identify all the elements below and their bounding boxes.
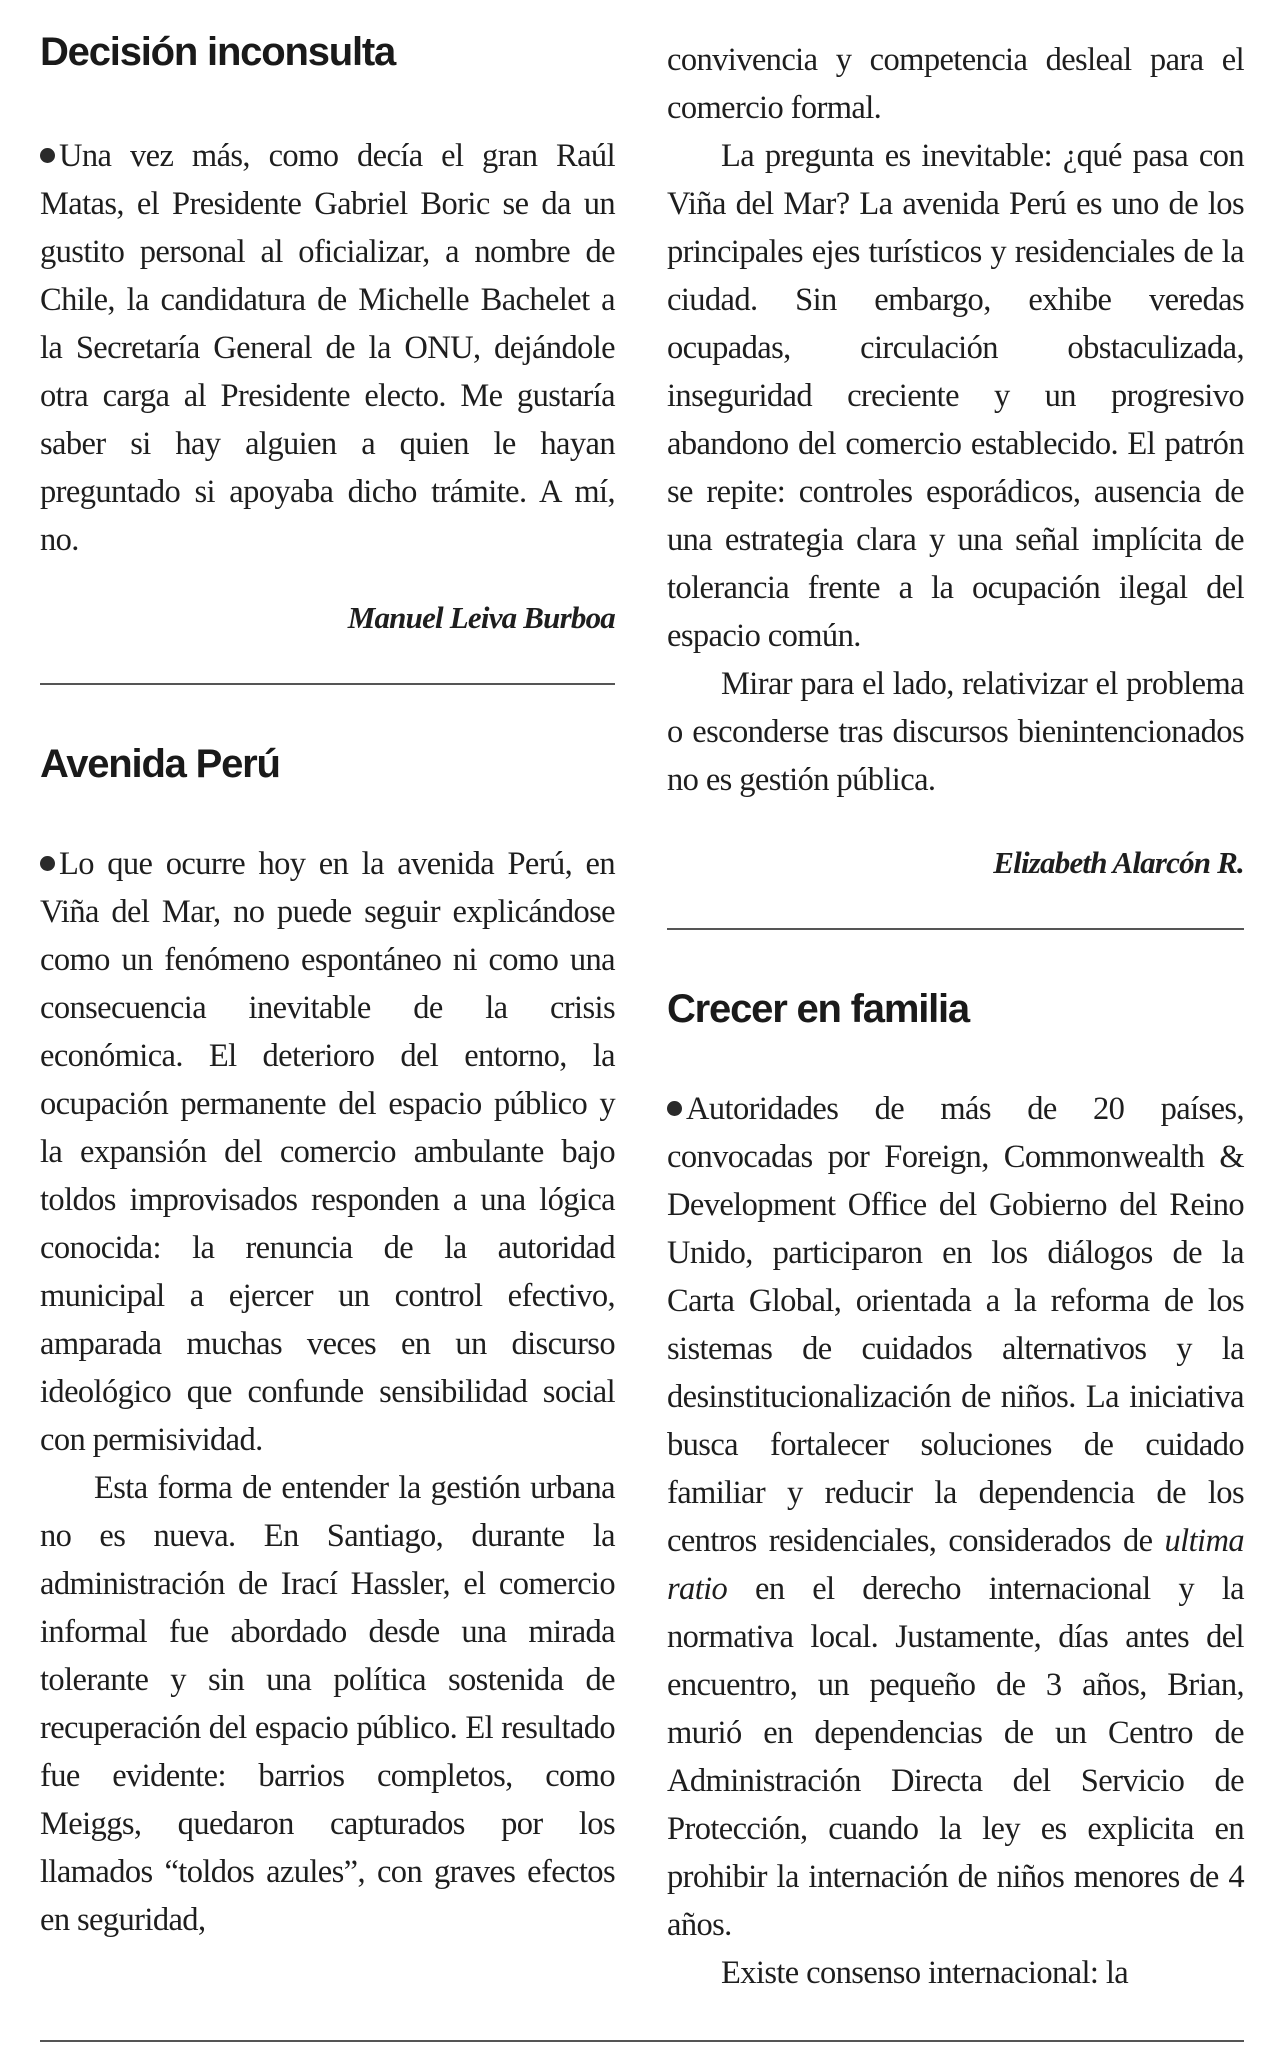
letter-body-avenida-peru-p4: La pregunta es inevitable: ¿qué pasa con Viña del Mar? La avenida Perú es uno de los principales ejes turísticos y residenciales de la ciudad. Sin embargo, exhibe veredas ocupadas, circulación obstaculizada, inseguridad creciente y un progresivo abandono del comercio establecido. El patrón se repite: controles esporádicos, ausencia de una estrategia clara y una señal implícita de tolerancia frente a la ocupación ilegal del espacio común. xyxy=(667,138,1244,654)
section-divider xyxy=(667,928,1244,930)
page-bottom-rule xyxy=(40,2040,1244,2042)
letter-body-avenida-peru-p2: Esta forma de entender la gestión urbana no es nueva. En Santiago, durante la administración de Irací Hassler, el comercio informal fue abordado desde una mirada tolerante y sin una política sostenida de recuperación del espacio público. El resultado fue evidente: barrios completos, como Meiggs, quedaron capturados por los llamados “toldos azules”, con graves efectos en seguridad, xyxy=(40,1470,615,1938)
letter-body-crecer-en-familia-p1: Autoridades de más de 20 países, convocadas por Foreign, Commonwealth & Development Office del Gobierno del Reino Unido, participaron en los diálogos de la Carta Global, orientada a la reforma de los sistemas de cuidados alternativos y la desinstitucionalización de niños. La iniciativa busca fortalecer soluciones de cuidado familiar y reducir la dependencia de los centros residenciales, considerados de ultima ratio en el derecho internacional y la normativa local. Justamente, días antes del encuentro, un pequeño de 3 años, Brian, murió en dependencias de un Centro de Administración Directa del Servicio de Protección, cuando la ley es explicita en prohibir la internación de niños menores de 4 años. xyxy=(667,1091,1244,1943)
letter-title-crecer-en-familia: Crecer en familia xyxy=(667,987,969,1031)
bullet-icon xyxy=(40,856,55,871)
letter-body-avenida-peru-p3: convivencia y competencia desleal para el comercio formal. xyxy=(667,42,1244,126)
section-divider xyxy=(40,683,615,685)
letter-body-decision-inconsulta: Una vez más, como decía el gran Raúl Matas, el Presidente Gabriel Boric se da un gustito personal al oficializar, a nombre de Chile, la candidatura de Michelle Bachelet a la Secretaría General de la ONU, dejándole otra carga al Presidente electo. Me gustaría saber si hay alguien a quien le hayan preguntado si apoyaba dicho trámite. A mí, no. xyxy=(40,138,615,558)
author-manuel-leiva-burboa: Manuel Leiva Burboa xyxy=(347,600,615,635)
author-elizabeth-alarcon: Elizabeth Alarcón R. xyxy=(993,845,1244,880)
letter-body-avenida-peru-p1: Lo que ocurre hoy en la avenida Perú, en Viña del Mar, no puede seguir explicándose como un fenómeno espontáneo ni como una consecuencia inevitable de la crisis económica. El deterioro del entorno, la ocupación permanente del espacio público y la expansión del comercio ambulante bajo toldos improvisados responden a una lógica conocida: la renuncia de la autoridad municipal a ejercer un control efectivo, amparada muchas veces en un discurso ideológico que confunde sensibilidad social con permisividad. xyxy=(40,846,615,1458)
letter-title-avenida-peru: Avenida Perú xyxy=(40,742,280,786)
letter-body-avenida-peru-p5: Mirar para el lado, relativizar el problema o esconderse tras discursos bienintencionados no es gestión pública. xyxy=(667,666,1244,798)
letter-title-decision-inconsulta: Decisión inconsulta xyxy=(40,30,396,74)
bullet-icon xyxy=(667,1101,682,1116)
letter-body-crecer-en-familia-p2: Existe consenso internacional: la xyxy=(721,1955,1129,1991)
bullet-icon xyxy=(40,148,55,163)
latin-term: ultima ratio xyxy=(667,1523,1244,1607)
